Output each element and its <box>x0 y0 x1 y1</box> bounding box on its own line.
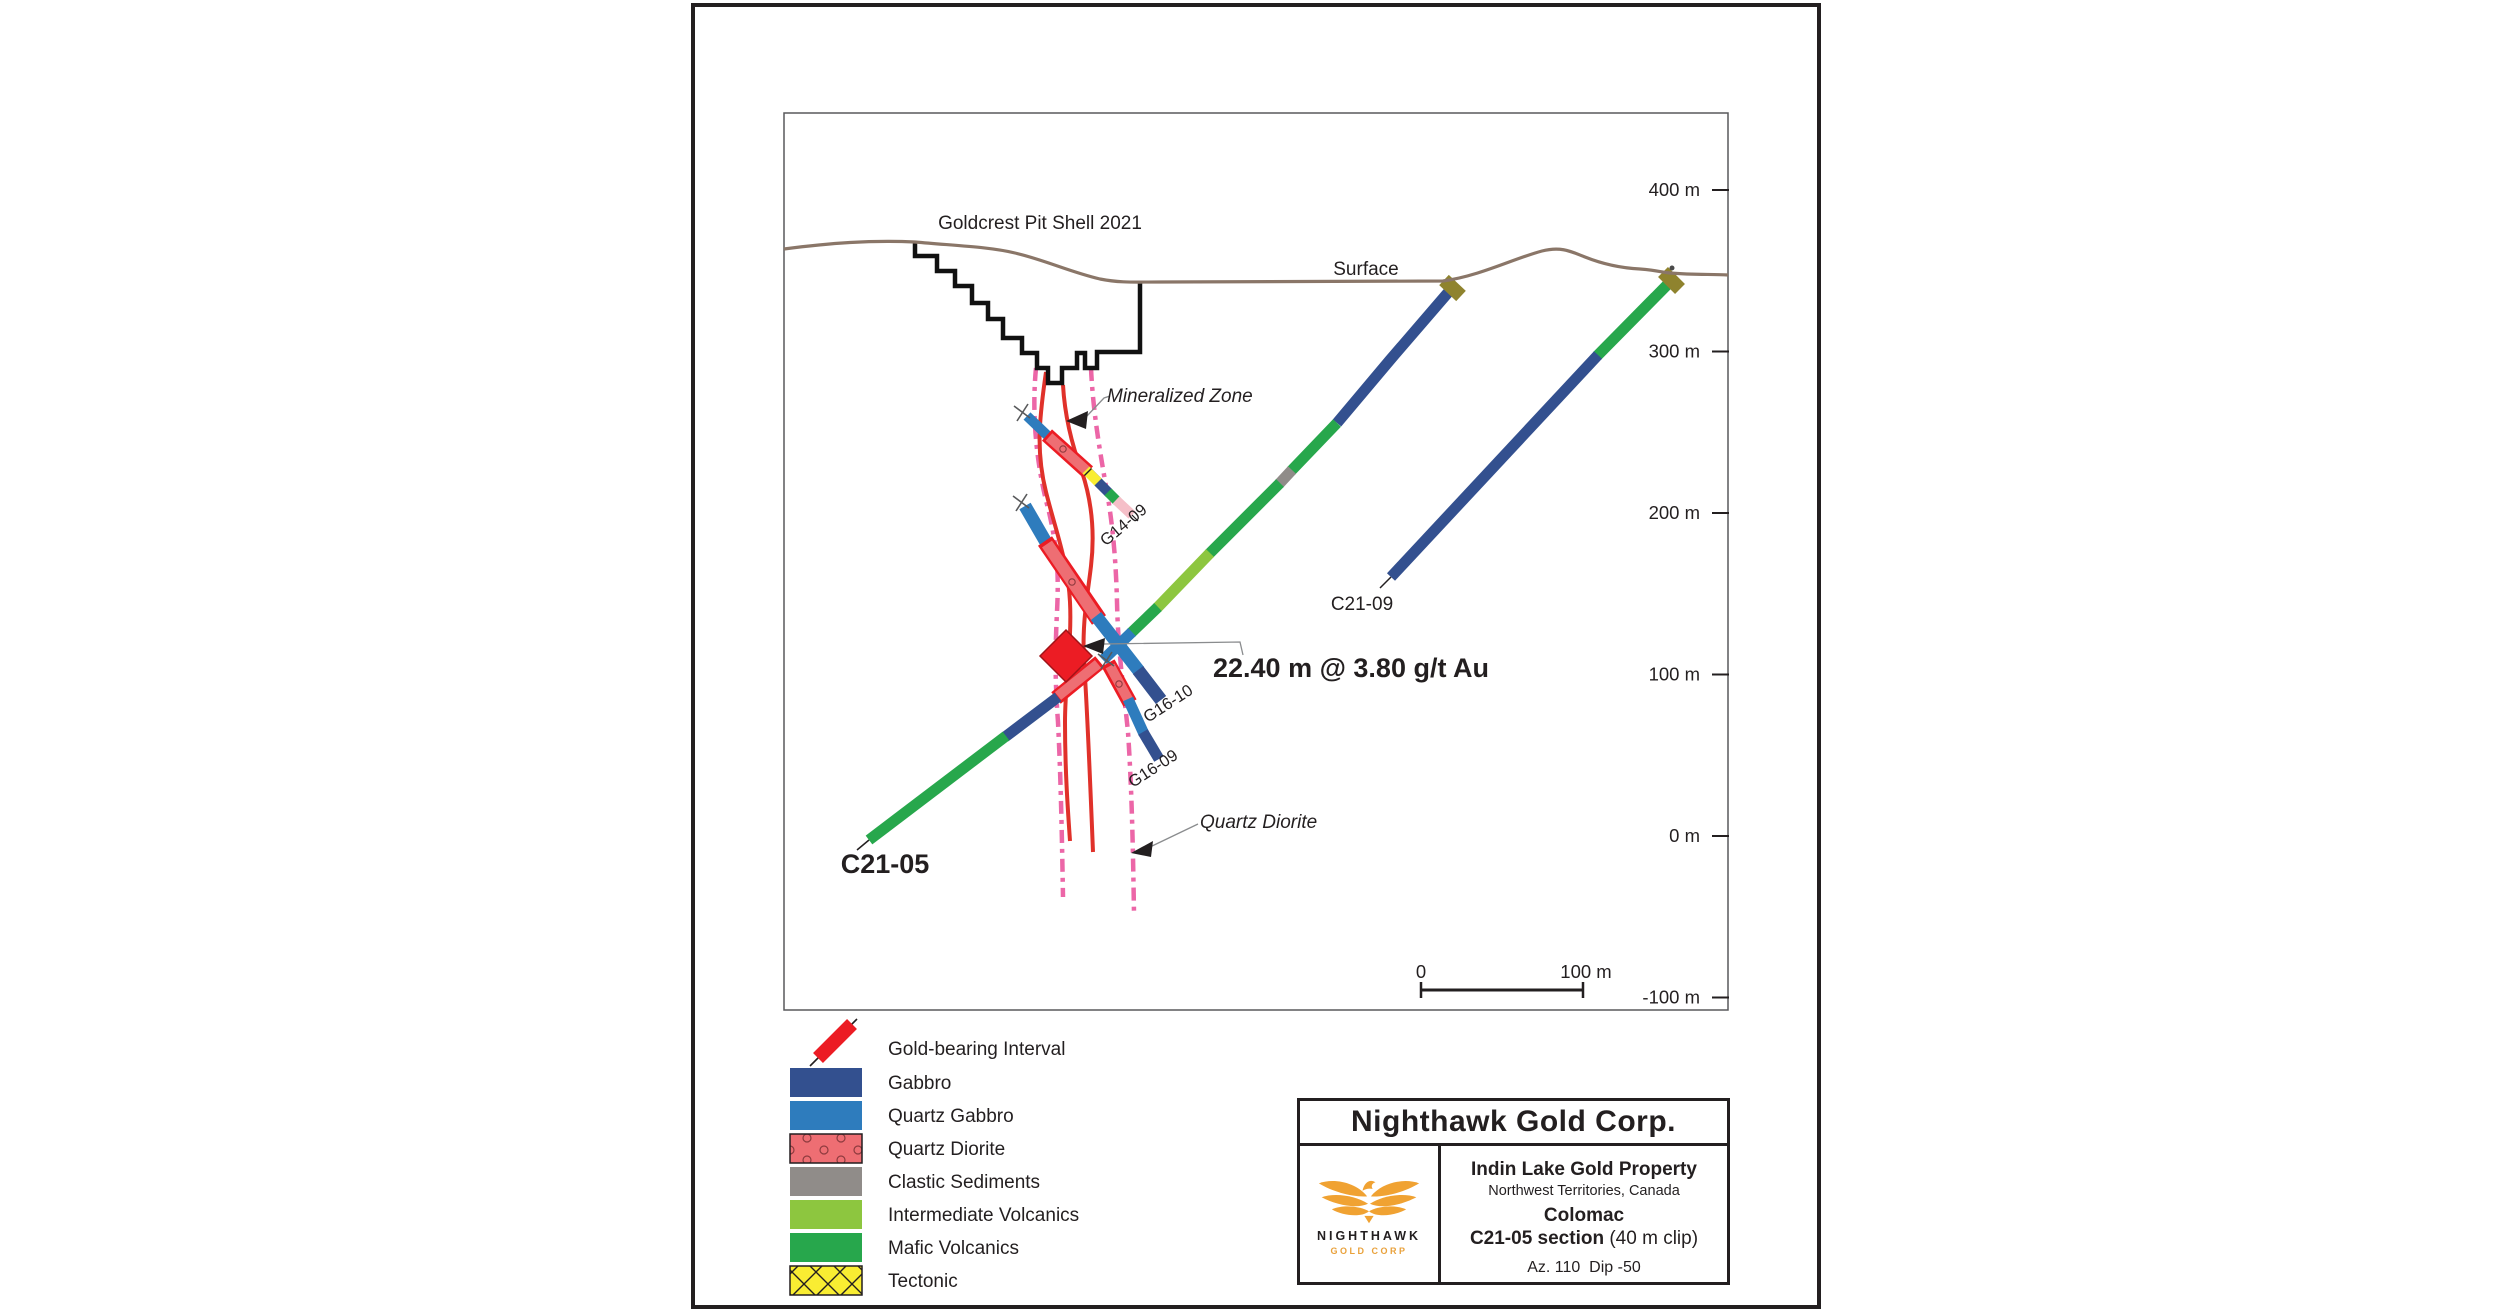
section-name <box>1470 1228 1698 1250</box>
legend-label: Quartz Diorite <box>888 1139 1006 1160</box>
section-name-note: (40 m clip) <box>1604 1228 1699 1250</box>
hole-label-c21-05: C21-05 <box>840 849 930 879</box>
legend-label: Quartz Gabbro <box>888 1106 1014 1127</box>
axis-label: 100 m <box>1648 663 1700 685</box>
pit-shell-label: Goldcrest Pit Shell 2021 <box>938 213 1142 234</box>
intercept-label: 22.40 m @ 3.80 g/t Au <box>1213 653 1489 683</box>
legend-swatch-tectonic <box>790 1266 862 1295</box>
legend-label: Gabbro <box>888 1073 952 1094</box>
axis-label: 0 m <box>1669 825 1700 846</box>
hole-label-g16-09: G16-09 <box>1125 746 1182 792</box>
hole-label-g16-10: G16-10 <box>1140 681 1197 727</box>
section-orientation: Az. 110 Dip -50 <box>1527 1259 1641 1277</box>
legend-label: Mafic Volcanics <box>888 1238 1019 1259</box>
mineralized-zone-label: Mineralized Zone <box>1107 386 1253 407</box>
quartz-diorite-label: Quartz Diorite <box>1200 812 1318 833</box>
legend-swatch-intermediate-volcanics <box>790 1200 862 1229</box>
legend-label: Tectonic <box>888 1271 958 1292</box>
company-title: Nighthawk Gold Corp. <box>1300 1101 1727 1146</box>
g14-09-seg-mafic <box>1108 492 1117 501</box>
legend-swatch-gabbro <box>790 1068 862 1097</box>
legend-label: Gold-bearing Interval <box>888 1039 1066 1060</box>
axis-label: -100 m <box>1642 986 1700 1008</box>
legend-label: Clastic Sediments <box>888 1172 1041 1193</box>
legend-swatch-quartz-gabbro <box>790 1101 862 1130</box>
logo-cell <box>1300 1146 1441 1282</box>
legend-swatch-mafic-volcanics <box>790 1233 862 1262</box>
legend-swatch-clastic-sediments <box>790 1167 862 1196</box>
surface-label: Surface <box>1333 259 1399 280</box>
c21-09-collar-dot <box>1670 266 1675 271</box>
nighthawk-eagle-icon <box>1313 1175 1425 1227</box>
legend-swatch-quartz-diorite <box>790 1134 862 1163</box>
property-name: Indin Lake Gold Property <box>1471 1159 1697 1180</box>
hole-label-g14-09: G14-09 <box>1096 500 1151 550</box>
section-name-bold: C21-05 section <box>1469 1228 1605 1250</box>
logo-subtitle: GOLD CORP <box>1330 1245 1408 1256</box>
axis-label: 200 m <box>1648 502 1700 523</box>
scale-bar-zero: 0 <box>1415 961 1427 982</box>
scale-bar-max: 100 m <box>1560 961 1612 982</box>
property-region: Northwest Territories, Canada <box>1488 1182 1680 1199</box>
legend-label: Intermediate Volcanics <box>888 1205 1080 1226</box>
project-name: Colomac <box>1543 1204 1625 1226</box>
logo-wordmark: NIGHTHAWK <box>1316 1228 1422 1243</box>
title-info-cell <box>1441 1146 1727 1282</box>
axis-label: 300 m <box>1648 340 1700 362</box>
hole-label-c21-09: C21-09 <box>1330 594 1394 615</box>
axis-label: 400 m <box>1648 179 1700 200</box>
title-block <box>1297 1098 1730 1285</box>
